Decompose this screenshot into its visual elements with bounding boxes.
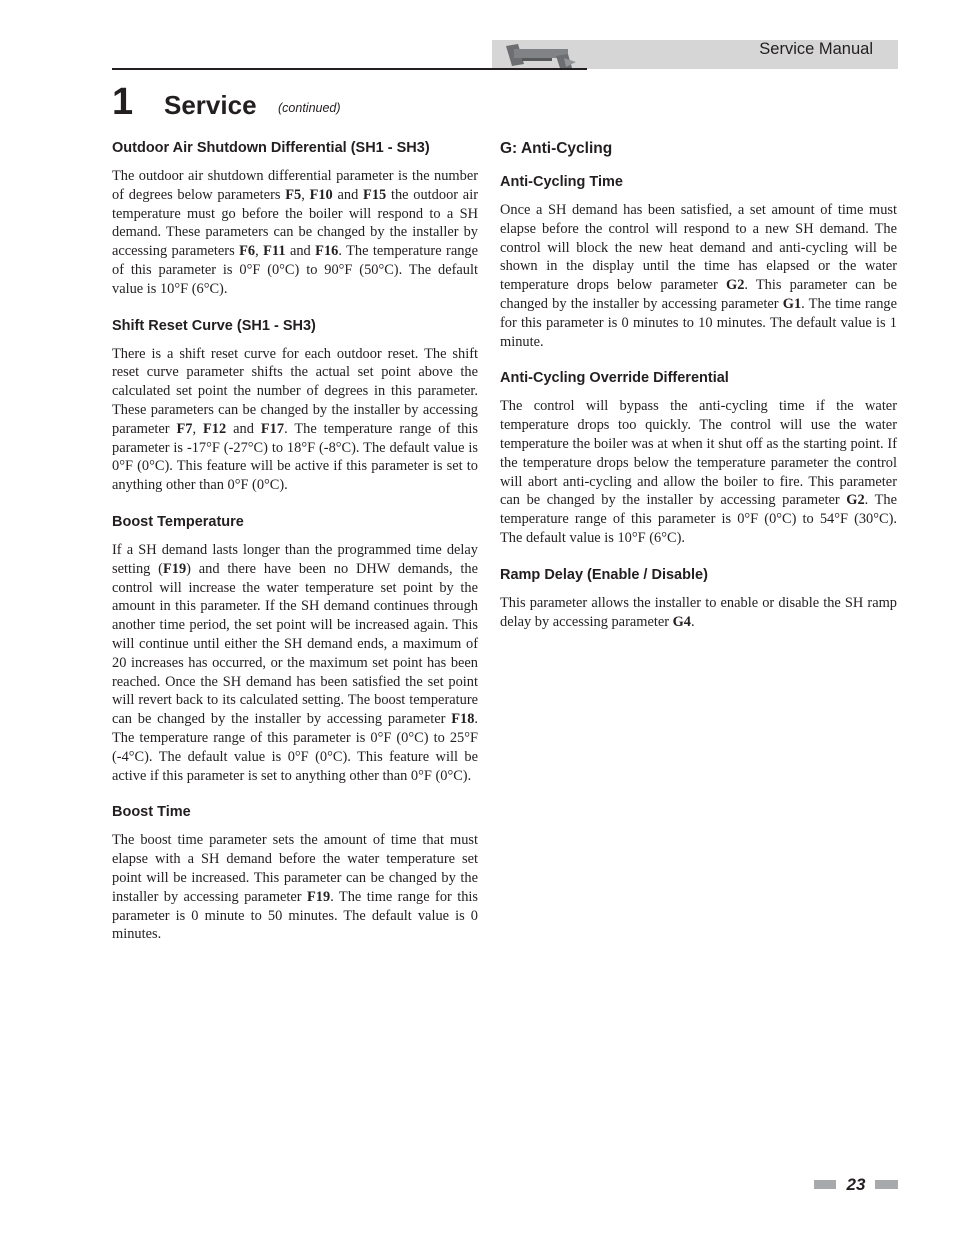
body-paragraph: Once a SH demand has been satisfied, a set amount of time must elapse before the control will respond to a new SH demand. The control will block the new heat demand and anti-cycling will be shown in the display until the time has elapsed or the water temperature drops below parameter G2. This parameter can be changed by the installer by accessing parameter G1. The time range for this parameter is 0 minutes to 10 minutes. The default value is 1 minute. (500, 202, 897, 350)
subsection-heading: Boost Time (112, 804, 191, 821)
parameter-code: F7 (176, 420, 193, 437)
body-paragraph: The boost time parameter sets the amount of time that must elapse with a SH demand before the water temperature set point will be increased. This parameter can be changed by the installer by accessing parameter F19. The time range for this parameter is 0 minute to 50 minutes. The default value is 0 minutes. (112, 832, 478, 943)
parameter-code: F16 (315, 243, 339, 260)
body-paragraph: The outdoor air shutdown differential parameter is the number of degrees below parameters F5, F10 and F15 the outdoor air temperature must go before the boiler will respond to a SH demand. These parameters can be changed by the installer by accessing parameters F6, F11 and F16. The temperature range of this parameter is 0°F (0°C) to 90°F (50°C). The default value is 10°F (6°C). (112, 168, 478, 297)
right-column-sections (500, 173, 897, 631)
group-heading: G: Anti-Cycling (500, 140, 613, 157)
parameter-code: F10 (309, 186, 333, 203)
parameter-code: F19 (307, 888, 331, 905)
footer-bar-right (875, 1180, 898, 1189)
parameter-code: G2 (726, 277, 745, 294)
parameter-code: F6 (239, 243, 256, 260)
parameter-code: F12 (203, 420, 227, 437)
right-column (500, 139, 897, 649)
footer-bar-left (814, 1180, 836, 1189)
parameter-code: G4 (672, 613, 691, 630)
parameter-code: F11 (263, 243, 286, 260)
subsection-heading: Anti-Cycling Time (500, 174, 623, 190)
body-paragraph: If a SH demand lasts longer than the programmed time delay setting (F19) and there have been no DHW demands, the control will increase the water temperature set point by the amount in this parameter. If the SH demand continues through another time period, the set point will be increased again. This will continue until either the SH demand ends, a maximum of 20 increases has occurred, or the maximum set point has been reached. Once the SH demand has been satisfied the set point will revert back to its calculated setting. The boost temperature can be changed by the installer by accessing parameter F18. The temperature range of this parameter is 0°F (0°C) to 25°F (-4°C). The default value is 0°F (0°C). This feature will be active if this parameter is set to anything other than 0°F (0°C). (112, 541, 478, 784)
body-paragraph: This parameter allows the installer to enable or disable the SH ramp delay by accessing parameter G4. (500, 594, 897, 630)
left-column (112, 139, 478, 962)
parameter-code: G1 (782, 295, 802, 312)
parameter-code: F19 (162, 560, 187, 577)
parameter-code: F5 (285, 186, 302, 203)
parameter-code: F18 (451, 711, 475, 728)
parameter-code: G2 (846, 492, 865, 509)
subsection-heading: Ramp Delay (Enable / Disable) (500, 566, 708, 583)
subsection-heading: Anti-Cycling Override Differential (500, 370, 729, 387)
parameter-code: F15 (363, 186, 387, 203)
body-paragraph: There is a shift reset curve for each outdoor reset. The shift reset curve parameter shifts the actual set point above the calculated set point the number of degrees in this parameter. These parameters can be changed by the installer by accessing parameter F7, F12 and F17. The temperature range of this parameter is -17°F (-27°C) to 18°F (-8°C). The default value is 0°F (0°C). This feature will be active if this parameter is set to anything other than 0°F (0°C). (112, 345, 478, 494)
page-number: 23 (846, 1175, 866, 1194)
section-number: 1 (112, 81, 134, 123)
document-title: Service Manual (759, 40, 873, 58)
subsection-heading: Shift Reset Curve (SH1 - SH3) (112, 317, 316, 334)
section-continued-note: (continued) (278, 101, 341, 115)
brand-logo-icon (502, 40, 582, 69)
parameter-code: F17 (260, 420, 285, 437)
body-paragraph: The control will bypass the anti-cycling time if the water temperature drops too quickly. The control will use the water temperature the boiler was at when it shut off as the starting point. If the temperature drops below the temperature parameter the control will abort anti-cycling and allow the boiler to fire. This parameter can be changed by the installer by accessing parameter G2. The temperature range of this parameter is 0°F (0°C) to 54°F (30°C). The default value is 10°F (6°C). (500, 398, 897, 546)
subsection-heading: Outdoor Air Shutdown Differential (SH1 - SH3) (112, 140, 430, 156)
subsection-heading: Boost Temperature (112, 513, 244, 530)
section-title: Service (164, 90, 257, 120)
